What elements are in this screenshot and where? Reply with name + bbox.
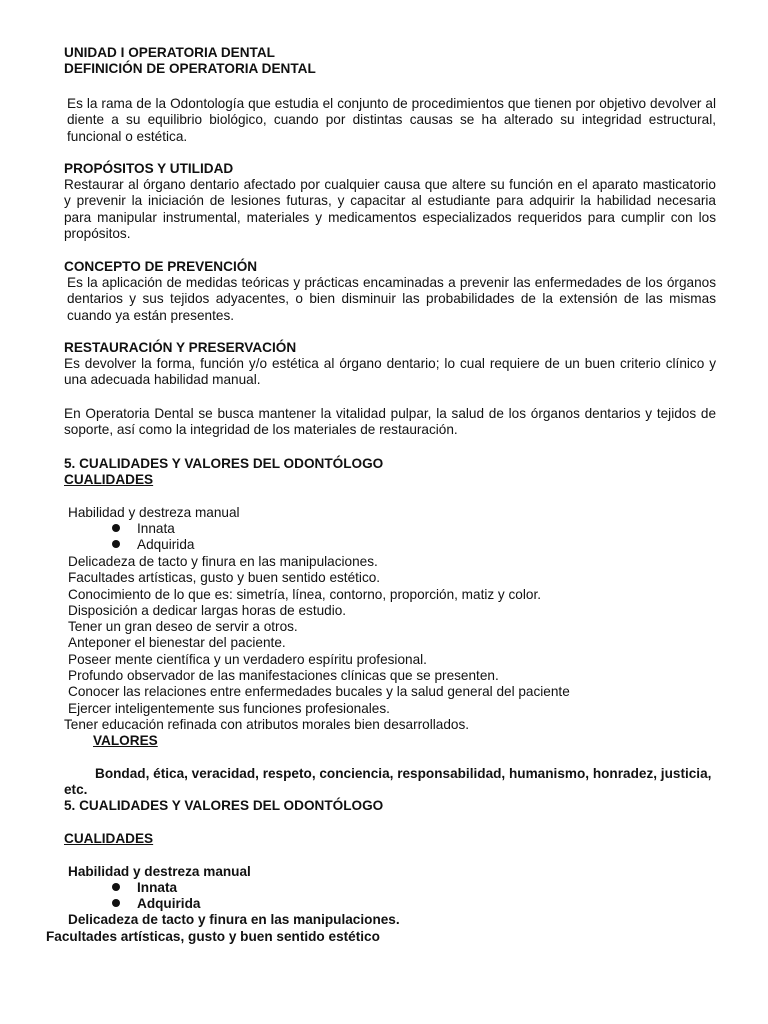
restoration-heading: RESTAURACIÓN Y PRESERVACIÓN xyxy=(64,340,297,355)
bullet-label-innate: Innata xyxy=(137,521,175,536)
qualities-subheading-repeat: CUALIDADES xyxy=(64,831,154,846)
list-item: Facultades artísticas, gusto y buen sentido estético xyxy=(46,929,380,944)
list-item: Delicadeza de tacto y finura en las manipulaciones. xyxy=(68,912,400,927)
list-item: Poseer mente científica y un verdadero espíritu profesional. xyxy=(68,651,427,667)
purposes-heading: PROPÓSITOS Y UTILIDAD xyxy=(64,161,234,176)
document-header xyxy=(64,45,316,78)
prevention-paragraph: Es la aplicación de medidas teóricas y prácticas encaminadas a prevenir las enfermedades de los órganos dentarios y sus tejidos adyacentes, o bien disminuir las probabilidades de la extensión de las mismas cuando ya están presentes. xyxy=(67,275,716,323)
list-item: Delicadeza de tacto y finura en las manipulaciones. xyxy=(68,554,378,569)
list-item xyxy=(112,521,175,537)
prevention-heading: CONCEPTO DE PREVENCIÓN xyxy=(64,259,258,274)
list-item: Tener educación refinada con atributos morales bien desarrollados. xyxy=(64,717,470,732)
list-item: Anteponer el bienestar del paciente. xyxy=(68,635,286,651)
list-item: Facultades artísticas, gusto y buen sentido estético. xyxy=(68,570,381,586)
definition-title: DEFINICIÓN DE OPERATORIA DENTAL xyxy=(64,61,316,77)
list-item xyxy=(112,537,194,553)
qualities-heading-repeat: 5. CUALIDADES Y VALORES DEL ODONTÓLOGO xyxy=(64,798,384,813)
list-item: Profundo observador de las manifestaciones clínicas que se presenten. xyxy=(68,668,499,684)
qualities-list xyxy=(68,554,570,717)
bullet-icon xyxy=(112,899,120,907)
purposes-paragraph: Restaurar al órgano dentario afectado por cualquier causa que altere su función en el aparato masticatorio y prevenir la iniciación de lesiones futuras, y capacitar al estudiante para adquirir la habilidad necesaria para manipular instrumental, materiales y medicamentos especializados requeridos para cumplir con los propósitos. xyxy=(64,177,716,241)
qualities-heading: 5. CUALIDADES Y VALORES DEL ODONTÓLOGO xyxy=(64,456,384,471)
definition-paragraph: Es la rama de la Odontología que estudia el conjunto de procedimientos que tienen por objetivo devolver al diente a su equilibrio biológico, cuando por distintas causas se ha alterado su integridad estructural, funcional o estética. xyxy=(67,96,716,144)
list-item: Conocer las relaciones entre enfermedades bucales y la salud general del paciente xyxy=(68,684,570,700)
skill-line: Habilidad y destreza manual xyxy=(68,505,240,520)
values-text: Bondad, ética, veracidad, respeto, conciencia, responsabilidad, humanismo, honradez, justicia, xyxy=(95,766,712,781)
unit-title: UNIDAD I OPERATORIA DENTAL xyxy=(64,45,275,60)
values-heading: VALORES xyxy=(93,733,158,748)
bullet-label-acquired: Adquirida xyxy=(137,537,195,552)
restoration-paragraph-2: En Operatoria Dental se busca mantener la vitalidad pulpar, la salud de los órganos dentarios y tejidos de soporte, así como la integridad de los materiales de restauración. xyxy=(64,406,716,438)
bullet-label-acquired: Adquirida xyxy=(137,896,201,911)
list-item xyxy=(112,896,200,912)
list-item: Conocimiento de lo que es: simetría, línea, contorno, proporción, matiz y color. xyxy=(68,586,541,602)
bullet-label-innate: Innata xyxy=(137,880,178,895)
bullet-icon xyxy=(112,540,120,548)
list-item: Disposición a dedicar largas horas de estudio. xyxy=(68,602,347,618)
qualities-subheading: CUALIDADES xyxy=(64,472,154,487)
list-item: Tener un gran deseo de servir a otros. xyxy=(68,619,298,635)
values-text-end: etc. xyxy=(64,782,88,797)
list-item: Ejercer inteligentemente sus funciones profesionales. xyxy=(68,700,390,716)
restoration-paragraph: Es devolver la forma, función y/o estética al órgano dentario; lo cual requiere de un buen criterio clínico y una adecuada habilidad manual. xyxy=(64,356,716,388)
skill-line-repeat: Habilidad y destreza manual xyxy=(68,864,251,879)
bullet-icon xyxy=(112,524,120,532)
bullet-icon xyxy=(112,883,120,891)
list-item xyxy=(112,880,177,896)
